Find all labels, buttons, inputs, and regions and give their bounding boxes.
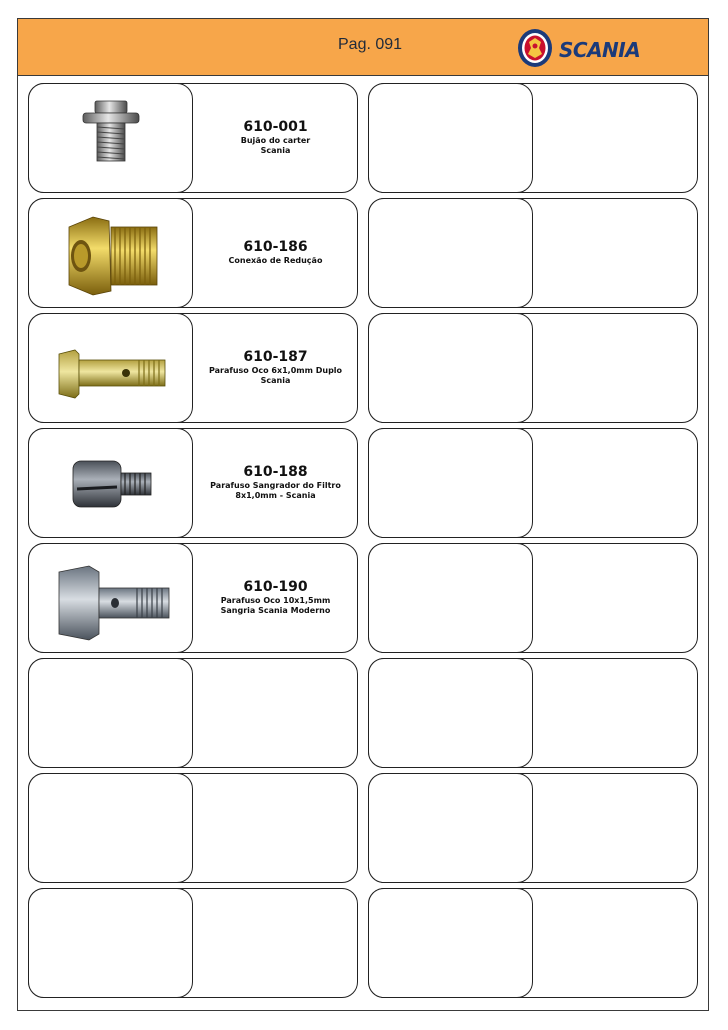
drain-plug-image <box>29 84 193 193</box>
empty-photo-slot <box>368 198 533 308</box>
product-description: Parafuso Oco 6x1,0mm Duplo Scania <box>208 366 343 385</box>
empty-photo-slot <box>368 773 533 883</box>
empty-photo-slot <box>368 658 533 768</box>
page-number: Pag. 091 <box>338 36 403 53</box>
empty-product-card <box>368 543 698 653</box>
product-photo <box>28 83 193 193</box>
empty-product-card <box>368 888 698 998</box>
product-description: Parafuso Oco 10x1,5mm Sangria Scania Moderno <box>220 596 331 615</box>
scania-logo <box>516 28 666 68</box>
empty-product-card <box>368 313 698 423</box>
empty-product-card <box>368 658 698 768</box>
product-description: Parafuso Sangrador do Filtro 8x1,0mm - Scania <box>210 481 341 500</box>
product-description: Conexão de Redução <box>228 256 323 265</box>
hollow-bolt-6mm-image <box>29 314 193 423</box>
product-info <box>194 199 357 306</box>
empty-product-card <box>368 428 698 538</box>
brand-name: SCANIA <box>559 38 641 62</box>
hollow-bolt-10mm-image <box>29 544 193 653</box>
empty-photo-slot <box>28 658 193 768</box>
product-card[interactable] <box>28 198 358 308</box>
empty-photo-slot <box>368 543 533 653</box>
reduction-fitting-image <box>29 199 193 308</box>
product-info <box>194 429 357 536</box>
product-card[interactable] <box>28 543 358 653</box>
product-info <box>194 544 357 651</box>
product-card[interactable] <box>28 428 358 538</box>
product-card[interactable] <box>28 313 358 423</box>
empty-product-card <box>368 773 698 883</box>
product-description: Bujão do carter Scania <box>240 136 311 155</box>
empty-product-card <box>28 773 358 883</box>
product-code: 610-190 <box>243 579 308 595</box>
product-photo <box>28 313 193 423</box>
product-card[interactable] <box>28 83 358 193</box>
catalog-sheet <box>17 18 709 1011</box>
page-header <box>18 19 708 76</box>
product-code: 610-187 <box>243 349 308 365</box>
empty-product-card <box>368 83 698 193</box>
product-info <box>194 84 357 191</box>
scania-griffin-icon <box>516 28 554 68</box>
bleeder-screw-image <box>29 429 193 538</box>
product-info <box>194 314 357 421</box>
empty-product-card <box>28 888 358 998</box>
empty-photo-slot <box>368 313 533 423</box>
product-photo <box>28 198 193 308</box>
empty-photo-slot <box>28 888 193 998</box>
product-code: 610-186 <box>243 239 308 255</box>
product-code: 610-188 <box>243 464 308 480</box>
empty-photo-slot <box>368 888 533 998</box>
empty-photo-slot <box>368 428 533 538</box>
empty-product-card <box>28 658 358 768</box>
product-photo <box>28 428 193 538</box>
empty-photo-slot <box>368 83 533 193</box>
empty-photo-slot <box>28 773 193 883</box>
empty-product-card <box>368 198 698 308</box>
product-photo <box>28 543 193 653</box>
product-code: 610-001 <box>243 119 308 135</box>
